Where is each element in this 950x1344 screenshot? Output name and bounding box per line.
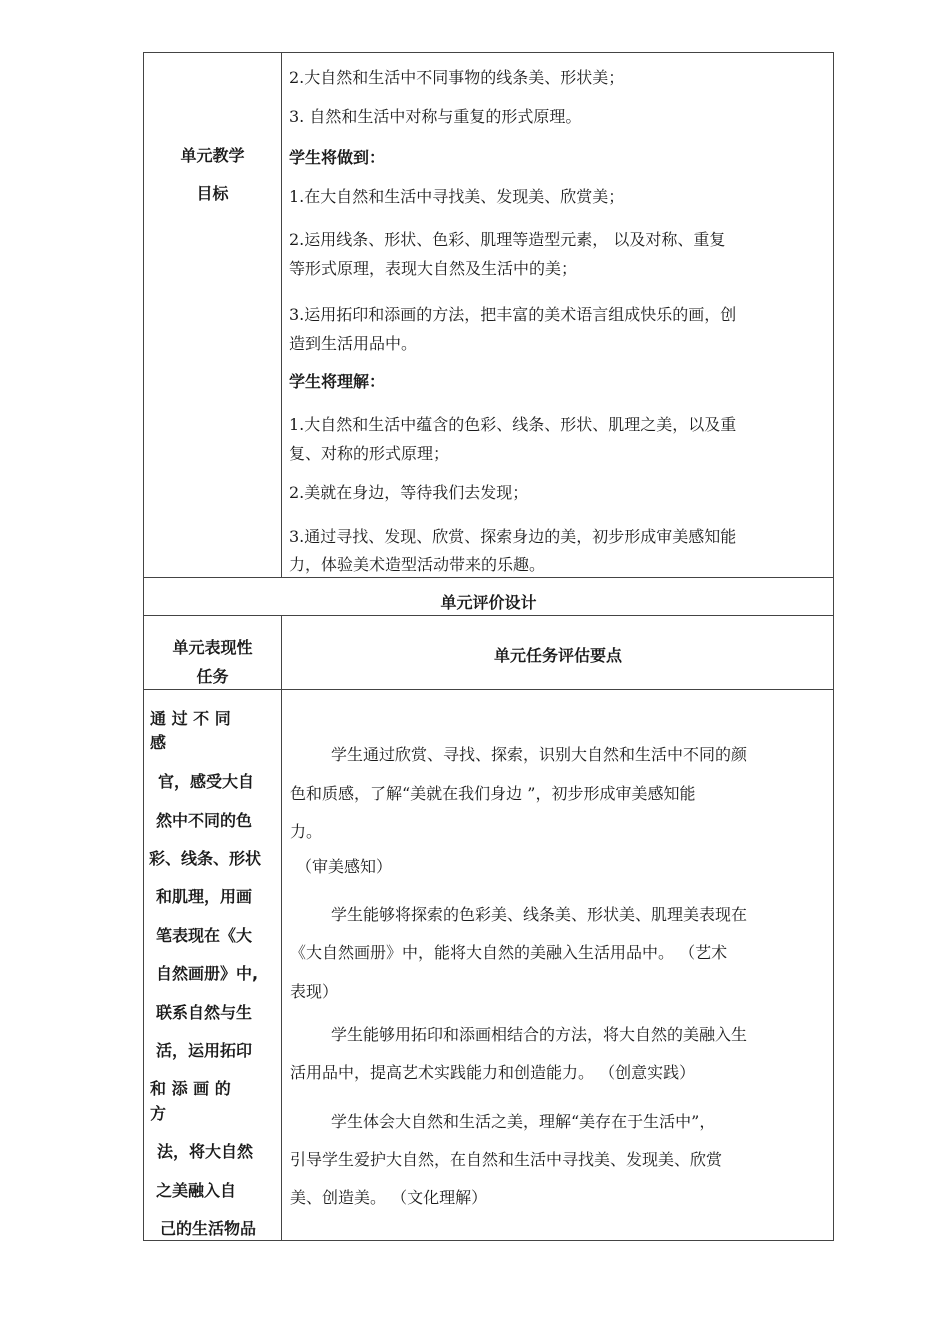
task-line: 感 [150,733,167,752]
understand-item: 3.通过寻找、发现、欣赏、探索身边的美，初步形成审美感知能 [289,527,737,546]
row-divider-section-title [143,615,834,616]
task-line: 联系自然与生 [156,1003,253,1022]
task-line: 己的生活物品 [160,1219,257,1238]
task-line: 法，将大自然 [157,1142,254,1161]
point-line: 学生能够用拓印和添画相结合的方法，将大自然的美融入生 [331,1025,748,1044]
task-line: 和肌理，用画 [156,887,253,906]
do-title: 学生将做到： [289,148,386,167]
task-line: 笔表现在《大 [156,926,253,945]
point-line: 学生通过欣赏、寻找、探索，识别大自然和生活中不同的颜 [331,745,748,764]
column-divider-bottom [281,615,282,1241]
point-line: 学生体会大自然和生活之美，理解“美存在于生活中”， [331,1112,716,1131]
task-line: 活，运用拓印 [156,1041,253,1060]
points-column-header: 单元任务评估要点 [493,646,622,665]
know-item: 2.大自然和生活中不同事物的线条美、形状美； [289,68,625,87]
do-item: 等形式原理，表现大自然及生活中的美； [289,259,578,278]
point-line: 《大自然画册》中，能将大自然的美融入生活用品中。 （艺术 [290,943,728,962]
do-item: 1.在大自然和生活中寻找美、发现美、欣赏美； [289,187,625,206]
task-column-header-line2: 任务 [196,667,229,686]
understand-item: 2.美就在身边，等待我们去发现； [289,483,529,502]
row-divider-objectives [143,577,834,578]
do-item: 造到生活用品中。 [289,334,418,353]
point-line: 引导学生爱护大自然，在自然和生活中寻找美、发现美、欣赏 [290,1150,723,1169]
row-divider-header [143,689,834,690]
understand-item: 力，体验美术造型活动带来的乐趣。 [289,555,546,574]
task-line: 和 添 画 的 [150,1079,231,1098]
point-line: 力。 [290,822,323,841]
understand-item: 1.大自然和生活中蕴含的色彩、线条、形状、肌理之美，以及重 [289,415,737,434]
objectives-label-line1: 单元教学 [180,146,245,165]
task-line: 之美融入自 [156,1181,237,1200]
point-line: 学生能够将探索的色彩美、线条美、形状美、肌理美表现在 [331,905,748,924]
task-line: 官，感受大自 [158,772,255,791]
point-line: 色和质感，了解“美就在我们身边 ”，初步形成审美感知能 [290,784,696,803]
task-line: 方 [150,1104,167,1123]
understand-title: 学生将理解： [289,372,386,391]
evaluation-section-title: 单元评价设计 [440,593,537,612]
task-line: 彩、线条、形状 [149,849,262,868]
task-column-header-line1: 单元表现性 [172,638,253,657]
task-line: 然中不同的色 [156,811,253,830]
task-line: 通 过 不 同 [150,709,231,728]
column-divider-top [281,52,282,577]
point-line: 美、创造美。 （文化理解） [290,1188,488,1207]
know-item: 3. 自然和生活中对称与重复的形式原理。 [289,107,582,126]
task-line: 自然画册》中, [156,964,259,983]
point-line: 活用品中，提高艺术实践能力和创造能力。 （创意实践） [290,1063,696,1082]
do-item: 3.运用拓印和添画的方法，把丰富的美术语言组成快乐的画，创 [289,305,737,324]
do-item: 2.运用线条、形状、色彩、肌理等造型元素， 以及对称、重复 [289,230,726,249]
understand-item: 复、对称的形式原理； [289,444,450,463]
point-line: （审美感知） [296,857,393,876]
point-line: 表现） [290,982,339,1001]
objectives-label-line2: 目标 [196,184,229,203]
